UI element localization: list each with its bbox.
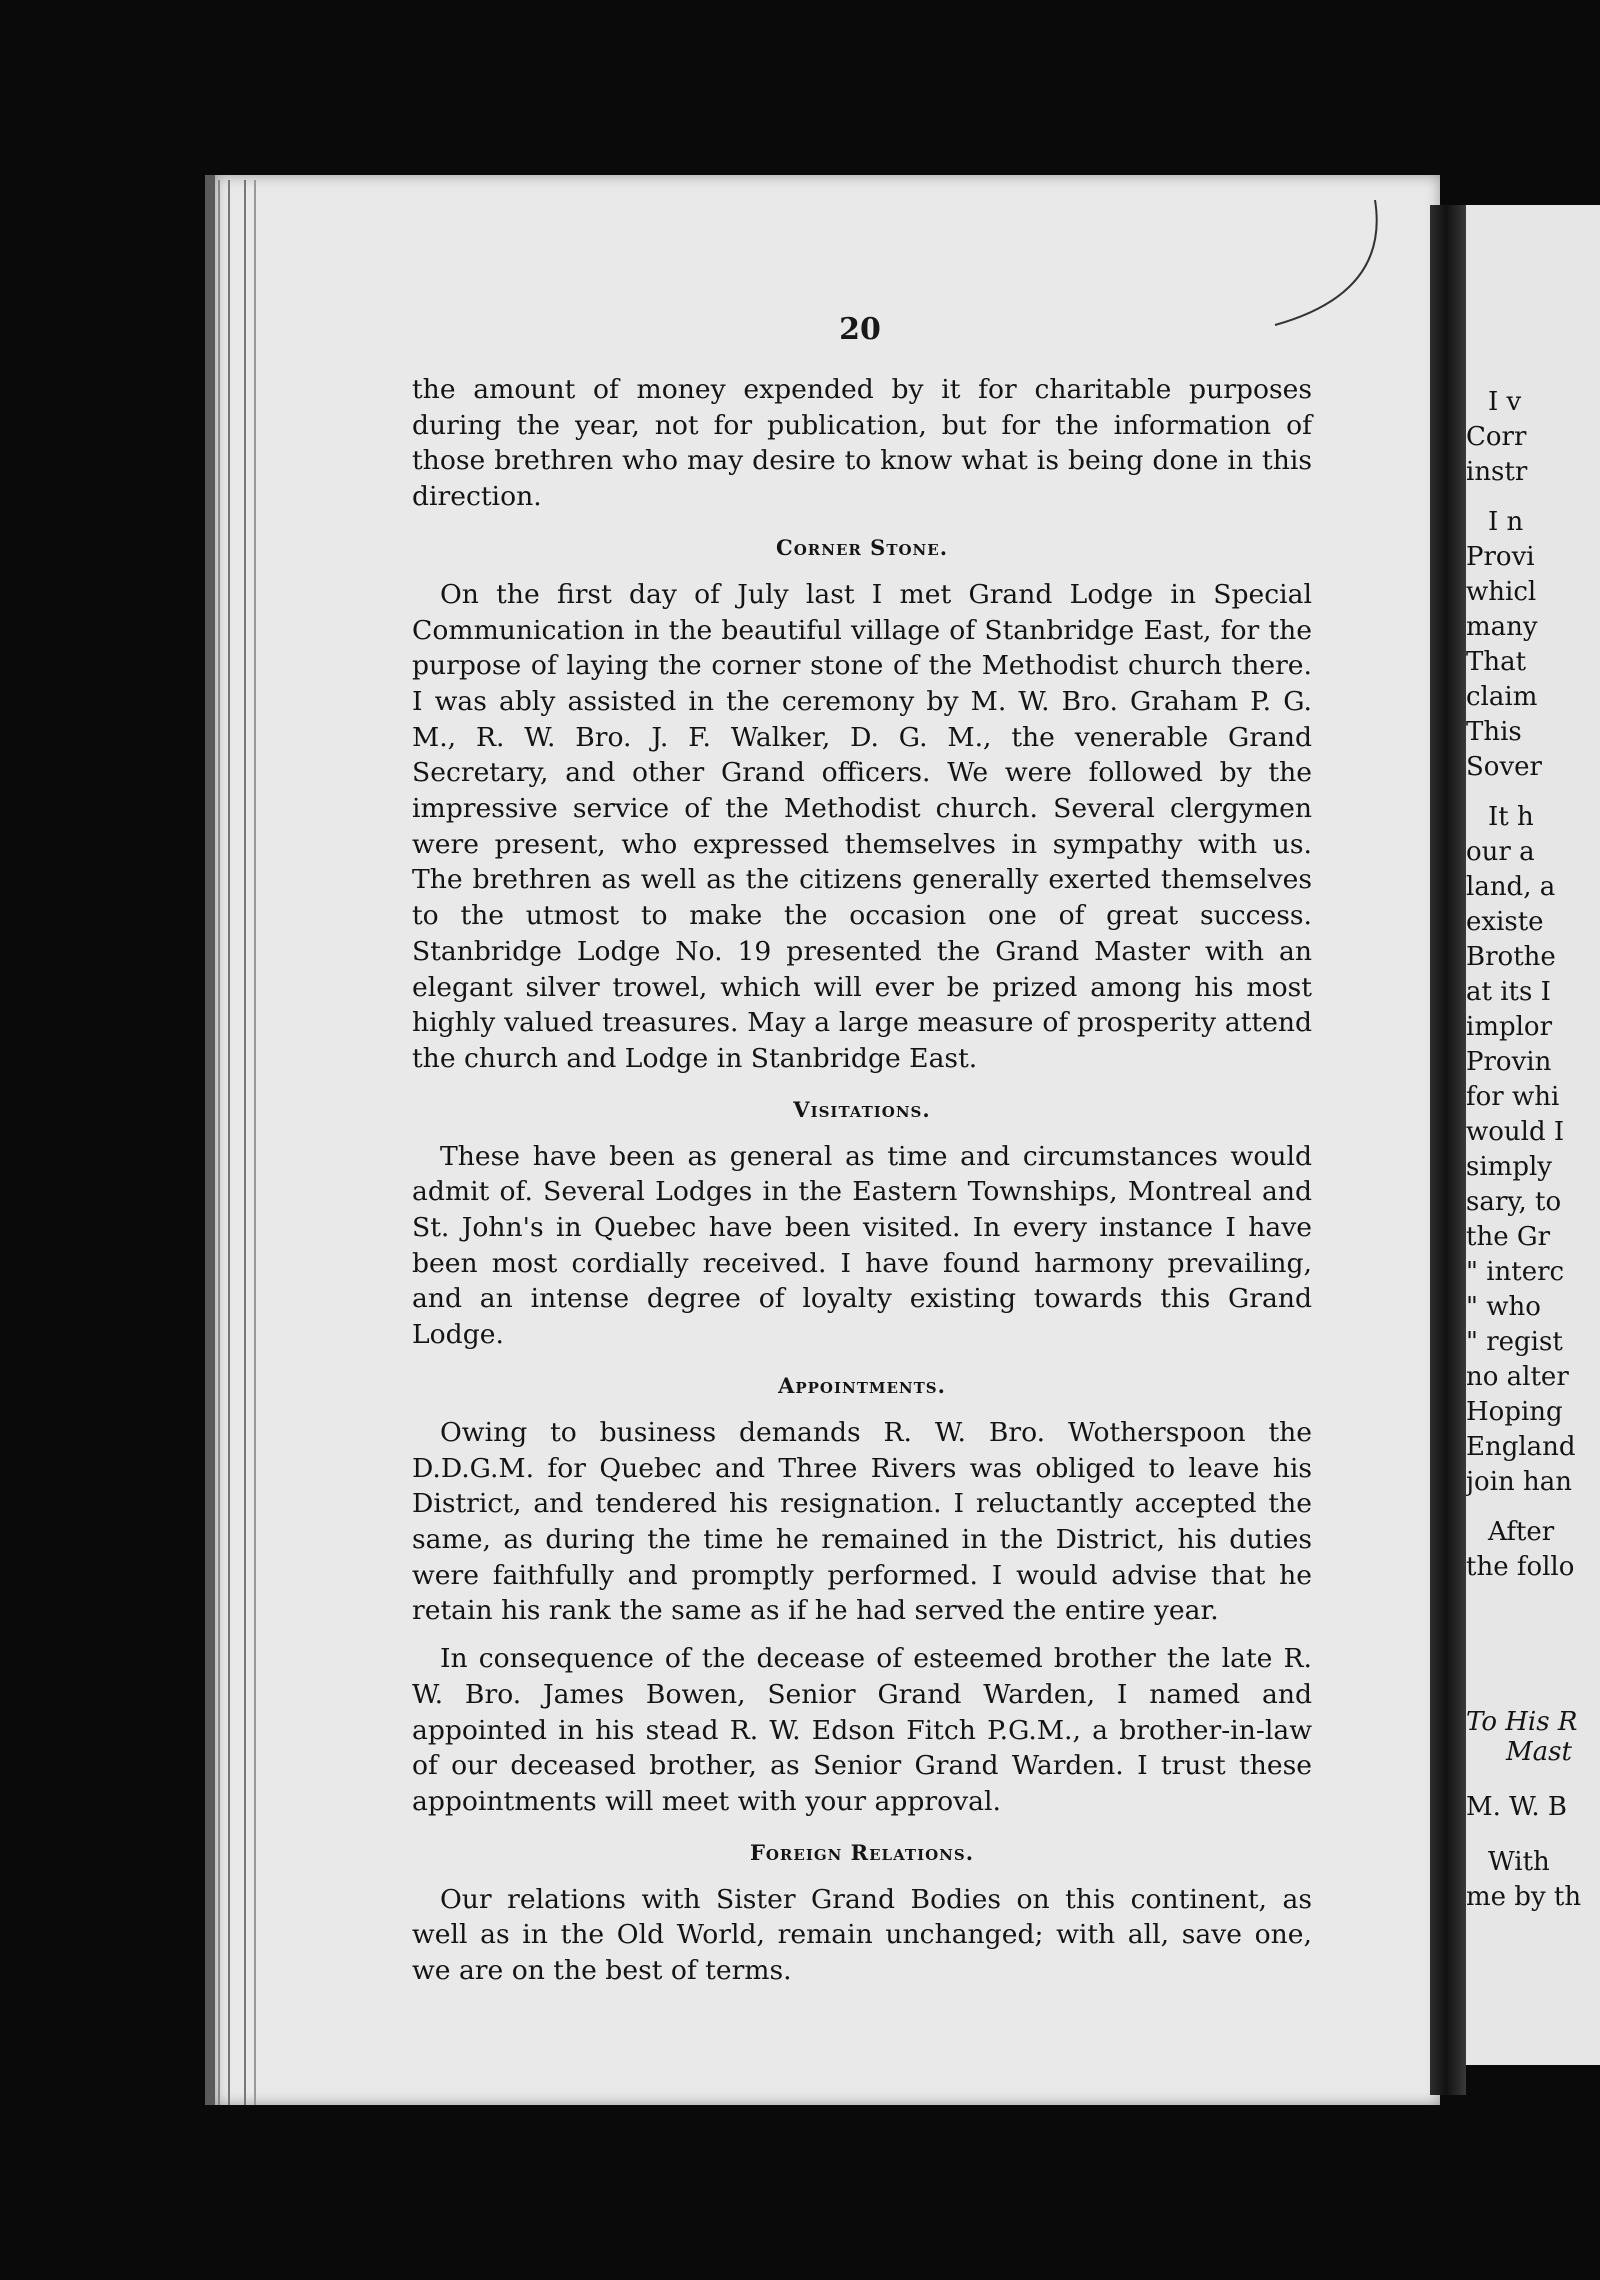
right-page-line: To His R (1466, 1707, 1578, 1737)
section-heading: Visitations. (793, 1096, 931, 1122)
right-page-line: This (1466, 717, 1522, 747)
right-page-line: no alter (1466, 1362, 1569, 1392)
right-page-line: With (1488, 1847, 1550, 1877)
right-page-line: Corr (1466, 422, 1527, 452)
right-page-line: It h (1488, 802, 1534, 832)
right-page-line: land, a (1466, 872, 1556, 902)
paragraph: Our relations with Sister Grand Bodies on this continent, as well as in the Old World, remain unchanged; with all, save one, we are on the best of terms. (412, 1883, 1312, 1987)
right-page-line: That (1466, 647, 1527, 677)
right-page-line: I v (1488, 387, 1522, 417)
page-edge-lines-inner (228, 180, 246, 2105)
right-page-line: whicl (1466, 577, 1537, 607)
right-page-line: join han (1466, 1467, 1573, 1497)
page-number: 20 (839, 312, 881, 347)
right-page-line: After (1488, 1517, 1555, 1547)
right-page-line: me by th (1466, 1882, 1582, 1912)
right-page-line: Brothe (1466, 942, 1556, 972)
right-page-line: I n (1488, 507, 1524, 537)
paragraph: In consequence of the decease of esteemed brother the late R. W. Bro. James Bowen, Senior Grand Warden, I named and appointed in his stead R. W. Edson Fitch P.G.M., a brother-in-law of our deceased brother, as Senior Grand Warden. I trust these appointments will meet with your approval. (412, 1643, 1312, 1817)
section-heading: Appointments. (778, 1372, 946, 1398)
section-heading: Corner Stone. (775, 534, 949, 560)
right-page-line: the follo (1466, 1552, 1575, 1582)
right-page-line: " who (1466, 1292, 1541, 1322)
book-spine (1430, 205, 1466, 2095)
right-page-line: existe (1466, 907, 1544, 937)
right-page-line: our a (1466, 837, 1535, 867)
right-page-line: Sover (1466, 752, 1542, 782)
right-page-line: M. W. B (1466, 1792, 1567, 1822)
right-page-line: claim (1466, 682, 1538, 712)
right-page-line: England (1466, 1432, 1576, 1462)
pencil-mark (1255, 190, 1385, 340)
right-page-line: would I (1466, 1117, 1565, 1147)
right-page-line: " regist (1466, 1327, 1563, 1357)
right-page-line: Provin (1466, 1047, 1552, 1077)
right-page-line: instr (1466, 457, 1528, 487)
paragraph: On the first day of July last I met Grand Lodge in Special Communication in the beautiful village of Stanbridge East, for the purpose of laying the corner stone of the Methodist church there. I was ably assisted in the ceremony by M. W. Bro. Graham P. G. M., R. W. Bro. J. F. Walker, D. G. M., the venerable Grand Secretary, and other Grand officers. We were followed by the impressive service of the Methodist church. Several clergymen were present, who expressed themselves in sympathy with us. The brethren as well as the citizens generally exerted themselves to the utmost to make the occasion one of great success. Stanbridge Lodge No. 19 presented the Grand Master with an elegant silver trowel, which will ever be prized among his most highly valued treasures. May a large measure of prosperity attend the church and Lodge in Stanbridge East. (412, 578, 1312, 1074)
right-page-line: at its I (1466, 977, 1551, 1007)
right-page-line: Hoping (1466, 1397, 1563, 1427)
section-heading: Foreign Relations. (749, 1839, 975, 1865)
right-page-line: the Gr (1466, 1222, 1551, 1252)
right-page-line: many (1466, 612, 1538, 642)
paragraph: These have been as general as time and circumstances would admit of. Several Lodges in the Eastern Townships, Montreal and St. John's in Quebec have been visited. In every instance I have been most cordially received. I have found harmony prevailing, and an intense degree of loyalty existing towards this Grand Lodge. (412, 1140, 1312, 1351)
right-page-line: Provi (1466, 542, 1535, 572)
right-page-line: implor (1466, 1012, 1553, 1042)
right-page-line: simply (1466, 1152, 1552, 1182)
paragraph: the amount of money expended by it for charitable purposes during the year, not for publication, but for the information of those brethren who may desire to know what is being done in this direction. (412, 374, 1312, 513)
right-page-line: for whi (1466, 1082, 1560, 1112)
page-body (412, 372, 1312, 1989)
right-page-line: sary, to (1466, 1187, 1562, 1217)
right-page-line: Mast (1506, 1737, 1572, 1767)
paragraph: Owing to business demands R. W. Bro. Wotherspoon the D.D.G.M. for Quebec and Three Rivers was obliged to leave his District, and tendered his resignation. I reluctantly accepted the same, as during the time he remained in the District, his duties were faithfully and promptly performed. I would advise that he retain his rank the same as if he had served the entire year. (412, 1416, 1312, 1627)
right-page-line: " interc (1466, 1257, 1565, 1287)
right-page (1466, 205, 1600, 2065)
